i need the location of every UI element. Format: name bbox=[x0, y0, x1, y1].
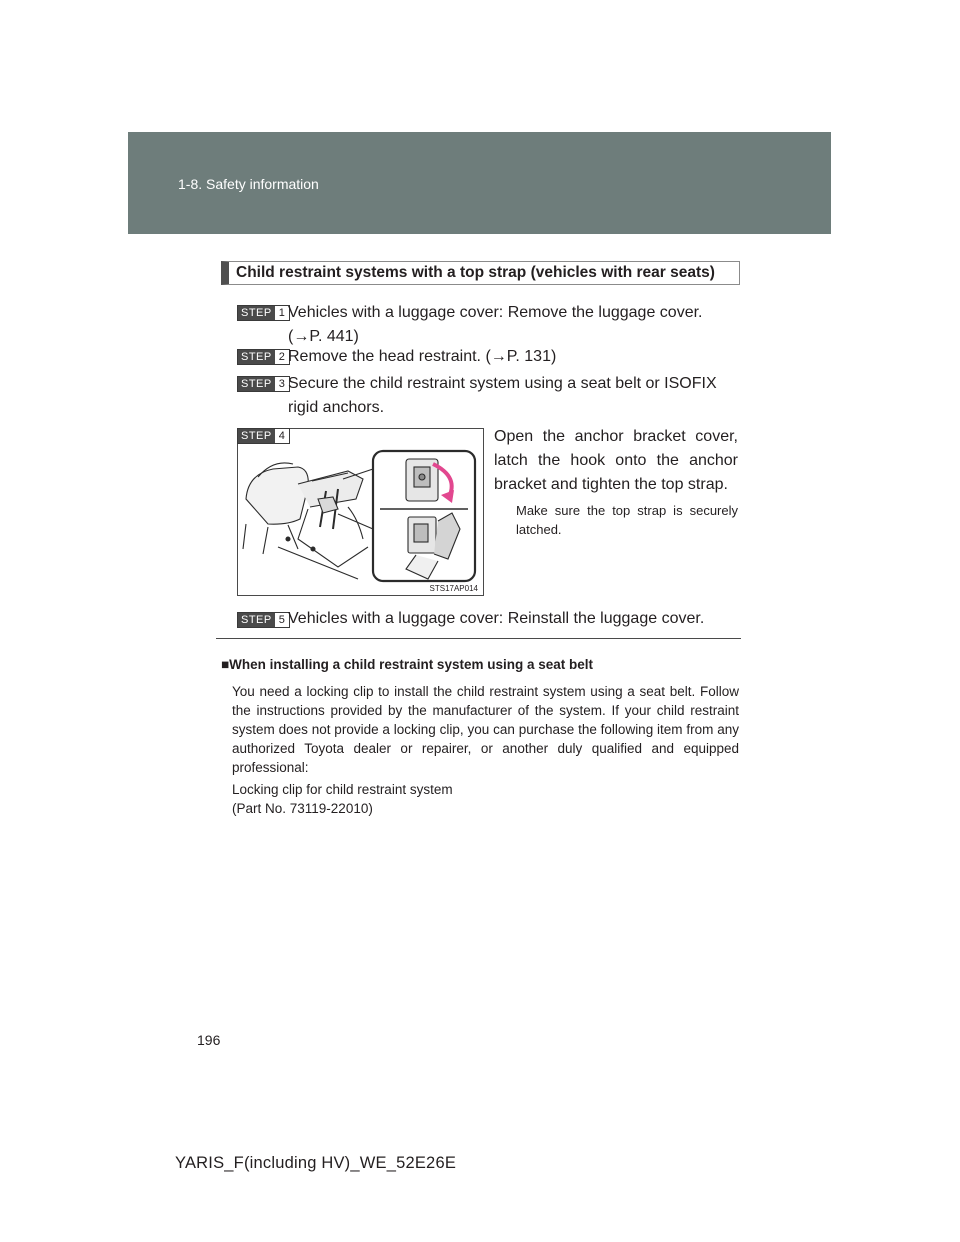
step-1-text bbox=[288, 301, 740, 349]
step-1-line1: Vehicles with a luggage cover: Remove the luggage cover. bbox=[288, 304, 703, 321]
step-word: STEP bbox=[238, 613, 275, 627]
step-number: 4 bbox=[275, 429, 289, 443]
step-number: 3 bbox=[275, 377, 289, 391]
step-5-text: Vehicles with a luggage cover: Reinstall the luggage cover. bbox=[288, 610, 705, 627]
step-2-text: Remove the head restraint. (→P. 131) bbox=[288, 348, 557, 365]
step-3-text bbox=[288, 372, 740, 420]
square-bullet-icon: ■ bbox=[221, 657, 230, 672]
step-number: 1 bbox=[275, 306, 289, 320]
step-3-badge bbox=[237, 376, 290, 392]
section-title: 1-8. Safety information bbox=[178, 176, 319, 192]
divider bbox=[216, 638, 741, 639]
note-part-line2: (Part No. 73119-22010) bbox=[232, 801, 373, 816]
step-4-note: Make sure the top strap is securely latched. bbox=[516, 503, 738, 537]
step-word: STEP bbox=[238, 350, 275, 364]
step-4-text: Open the anchor bracket cover, latch the hook onto the anchor bracket and tighten the top strap. bbox=[494, 428, 738, 493]
page-number: 196 bbox=[197, 1032, 221, 1048]
step-3-line2: rigid anchors. bbox=[288, 399, 385, 416]
header-band bbox=[128, 132, 831, 234]
step-number: 2 bbox=[275, 350, 289, 364]
step-3-line1: Secure the child restraint system using a seat belt or ISOFIX bbox=[288, 375, 717, 392]
note-part-info bbox=[232, 780, 739, 818]
step-number: 5 bbox=[275, 613, 289, 627]
subheading: Child restraint systems with a top strap (vehicles with rear seats) bbox=[221, 261, 740, 285]
note-title-text: When installing a child restraint system using a seat belt bbox=[229, 657, 593, 672]
step-5-badge bbox=[237, 612, 290, 628]
note-body: You need a locking clip to install the child restraint system using a seat belt. Follow the instructions provided by the manufacturer of the system. If your child restraint system does not provide a locking clip, you can purchase the following item from any authorized Toyota dealer or repairer, or another duly qualified and equipped professional: bbox=[232, 684, 739, 775]
seat-anchor-drawing bbox=[238, 429, 483, 595]
step-1-badge bbox=[237, 305, 290, 321]
step-word: STEP bbox=[238, 306, 275, 320]
step-word: STEP bbox=[238, 429, 275, 443]
step-2-badge bbox=[237, 349, 290, 365]
step-word: STEP bbox=[238, 377, 275, 391]
step-1-line2: (→P. 441) bbox=[288, 328, 359, 345]
footer-code: YARIS_F(including HV)_WE_52E26E bbox=[175, 1154, 457, 1172]
anchor-bracket-illustration bbox=[237, 428, 484, 596]
note-title bbox=[221, 657, 593, 672]
illustration-code: STS17AP014 bbox=[429, 584, 478, 593]
note-part-line1: Locking clip for child restraint system bbox=[232, 782, 453, 797]
